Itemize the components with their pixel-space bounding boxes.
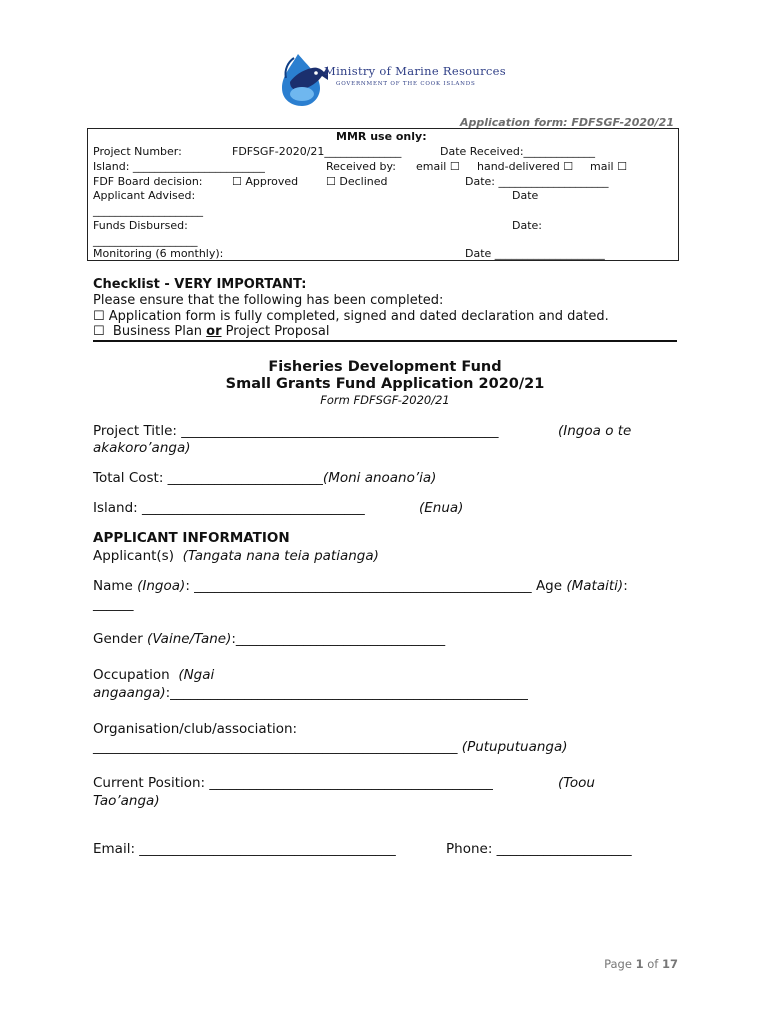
page-total: 17: [661, 957, 678, 971]
phone-field[interactable]: Phone: ____________________: [446, 841, 632, 857]
logo-title: Ministry of Marine Resources: [324, 64, 506, 78]
gender-line: :_______________________________: [231, 631, 446, 647]
mmr-use-box: [87, 128, 679, 261]
mmr-title: MMR use only:: [336, 130, 427, 143]
page-word: Page: [604, 957, 636, 971]
organisation-label: Organisation/club/association:: [93, 721, 298, 737]
page-of: of: [643, 957, 662, 971]
current-position-field[interactable]: Current Position: __________________________________________: [93, 775, 493, 791]
fund-title: Fisheries Development Fund: [268, 359, 502, 375]
island-field[interactable]: Island: _________________________________: [93, 500, 365, 516]
received-by-label: Received by:: [326, 160, 396, 173]
divider: [93, 340, 677, 342]
funds-line[interactable]: ___________________: [93, 234, 198, 247]
advised-line[interactable]: ____________________: [93, 204, 203, 217]
age-line[interactable]: ______: [93, 596, 134, 612]
occupation-text: Occupation: [93, 667, 179, 683]
applicants-maori: (Tangata nana teia patianga): [182, 548, 379, 564]
age-maori: (Mataiti): [566, 578, 624, 594]
page-current: 1: [635, 957, 644, 971]
project-title-maori-cont: akakoro’anga): [93, 440, 191, 456]
page-number: [604, 957, 678, 971]
decision-date[interactable]: Date: ____________________: [465, 175, 609, 188]
occupation-maori: (Ngai: [178, 667, 215, 683]
project-title-field[interactable]: Project Title: _______________________________________________: [93, 423, 499, 439]
total-cost-maori: (Moni anoano’ia): [322, 470, 437, 486]
received-mail-checkbox[interactable]: mail ☐: [590, 160, 627, 173]
approved-checkbox[interactable]: ☐ Approved: [232, 175, 299, 188]
occupation-line: :_____________________________________________________: [165, 685, 528, 701]
fish-drop-icon: [272, 48, 332, 108]
or-word: or: [206, 324, 222, 339]
application-title: Small Grants Fund Application 2020/21: [225, 376, 545, 392]
gender-label: Gender: [93, 631, 148, 647]
ministry-logo: [272, 48, 504, 108]
form-number: Application form: FDFSGF-2020/21: [459, 116, 674, 129]
project-number-label: Project Number:: [93, 145, 182, 158]
advised-date-label: Date: [512, 189, 539, 202]
monitoring-date[interactable]: Date ____________________: [465, 247, 605, 260]
age-colon: :: [623, 578, 628, 594]
position-maori: (Toou: [558, 775, 595, 791]
received-email-checkbox[interactable]: email ☐: [416, 160, 460, 173]
name-maori: (Ingoa): [137, 578, 186, 594]
gender-field[interactable]: [93, 631, 445, 647]
email-field[interactable]: Email: ______________________________________: [93, 841, 396, 857]
business-plan-text: ☐ Business Plan: [93, 324, 207, 339]
received-hand-checkbox[interactable]: hand-delivered ☐: [477, 160, 574, 173]
project-title-maori: (Ingoa o te: [558, 423, 632, 439]
declined-checkbox[interactable]: ☐ Declined: [326, 175, 388, 188]
checklist-title: Checklist - VERY IMPORTANT:: [93, 277, 307, 292]
date-received[interactable]: Date Received:_____________: [440, 145, 596, 158]
checklist-item-application[interactable]: ☐ Application form is fully completed, signed and dated declaration and dated.: [93, 309, 609, 324]
checklist-item-business-plan[interactable]: [93, 324, 329, 339]
funds-disbursed-label: Funds Disbursed:: [93, 219, 188, 232]
name-label: Name: [93, 578, 138, 594]
logo-subtitle: GOVERNMENT OF THE COOK ISLANDS: [336, 81, 476, 87]
total-cost-label: Total Cost: _______________: [93, 470, 269, 486]
organisation-line: ______________________________________________________: [93, 739, 458, 755]
occupation-maori-cont: angaanga): [93, 685, 166, 701]
project-number-value[interactable]: FDFSGF-2020/21______________: [232, 145, 402, 158]
mmr-island[interactable]: Island: ________________________: [93, 160, 265, 173]
occupation-field[interactable]: [93, 685, 528, 701]
gender-maori: (Vaine/Tane): [147, 631, 232, 647]
organisation-field[interactable]: [93, 739, 568, 755]
name-line-age-label: : __________________________________________________ Age: [185, 578, 567, 594]
checklist-intro: Please ensure that the following has been completed:: [93, 293, 444, 308]
form-code: Form FDFSGF-2020/21: [320, 393, 450, 407]
organisation-maori: (Putuputuanga): [461, 739, 568, 755]
occupation-label: [93, 667, 214, 683]
total-cost-field[interactable]: [93, 470, 436, 486]
applicant-advised-label: Applicant Advised:: [93, 189, 196, 202]
total-cost-line: ________: [268, 470, 323, 486]
name-age-field[interactable]: [93, 578, 628, 594]
fdf-board-label: FDF Board decision:: [93, 175, 203, 188]
applicant-info-heading: APPLICANT INFORMATION: [93, 530, 290, 546]
applicants-text: Applicant(s): [93, 548, 174, 564]
position-maori-cont: Tao’anga): [93, 793, 160, 809]
project-proposal-text: Project Proposal: [221, 324, 330, 339]
funds-date-label: Date:: [512, 219, 542, 232]
island-maori: (Enua): [419, 500, 464, 516]
applicants-label: [93, 548, 379, 564]
monitoring-label: Monitoring (6 monthly):: [93, 247, 224, 260]
